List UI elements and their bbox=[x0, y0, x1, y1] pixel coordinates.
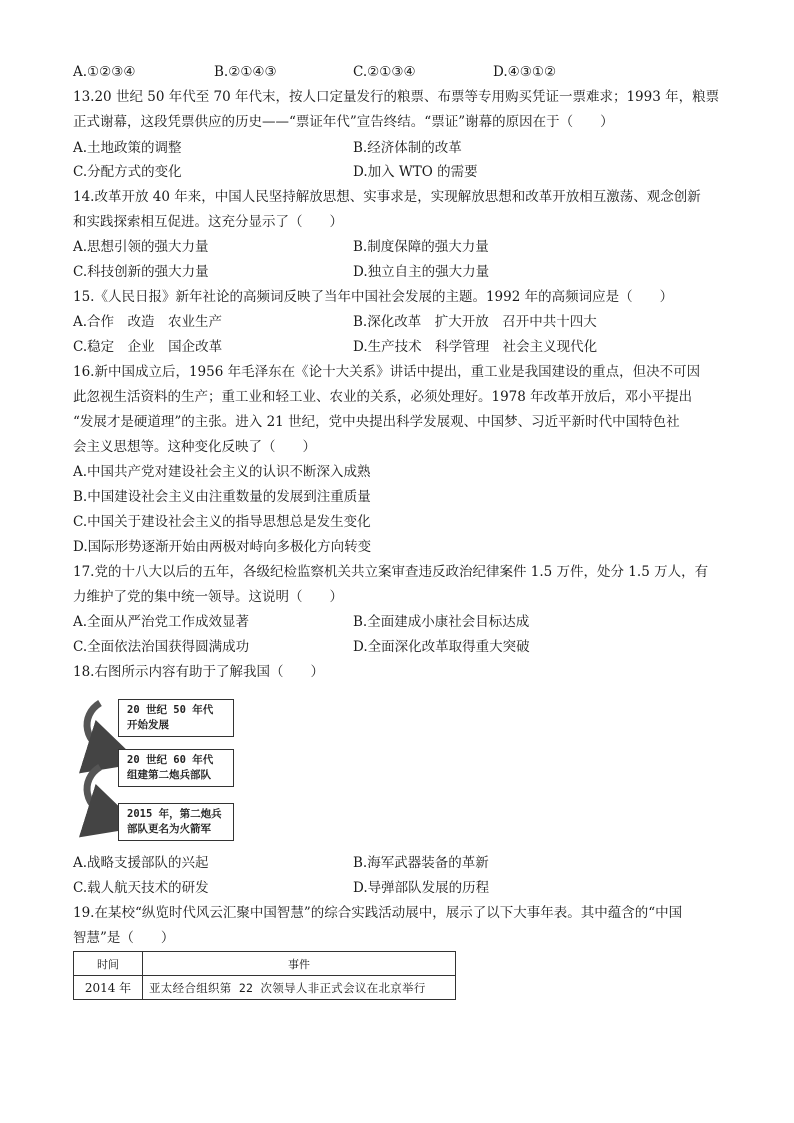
curved-arrow-1 bbox=[87, 703, 114, 755]
q15-option-d[interactable]: D.生产技术 科学管理 社会主义现代化 bbox=[353, 339, 598, 355]
table-header-time: 时间 bbox=[74, 952, 143, 976]
q14-option-b[interactable]: B.制度保障的强大力量 bbox=[353, 239, 489, 255]
q16-option-d[interactable]: D.国际形势逐渐开始由两极对峙向多极化方向转变 bbox=[73, 539, 372, 555]
q16-stem-line-2: 此忽视生活资料的生产；重工业和轻工业、农业的关系，必须处理好。1978 年改革开放后，邓小平提出 bbox=[73, 389, 693, 405]
q15-option-a[interactable]: A.合作 改造 农业生产 bbox=[73, 314, 223, 330]
q17-option-d[interactable]: D.全面深化改革取得重大突破 bbox=[353, 639, 530, 655]
q14-option-a[interactable]: A.思想引领的强大力量 bbox=[73, 239, 209, 255]
table-header-event: 事件 bbox=[143, 952, 456, 976]
curved-arrow-2 bbox=[87, 767, 114, 819]
q13-option-c[interactable]: C.分配方式的变化 bbox=[73, 164, 182, 180]
q17-stem-line-2: 力维护了党的集中统一领导。这说明（ ） bbox=[73, 589, 343, 605]
flow-diagram bbox=[78, 693, 248, 843]
diagram-box-1-line-1: 20 世纪 50 年代 bbox=[127, 704, 214, 716]
diagram-box-2-line-1: 20 世纪 60 年代 bbox=[127, 754, 214, 766]
q12-option-d[interactable]: D.④③①② bbox=[493, 64, 557, 80]
q19-stem-line-1: 19.在某校“纵览时代风云汇聚中国智慧”的综合实践活动展中，展示了以下大事年表。其中蕴含的“中国 bbox=[73, 905, 683, 921]
q16-option-b[interactable]: B.中国建设社会主义由注重数量的发展到注重质量 bbox=[73, 489, 371, 505]
q14-option-d[interactable]: D.独立自主的强大力量 bbox=[353, 264, 490, 280]
q13-option-a[interactable]: A.土地政策的调整 bbox=[73, 140, 182, 156]
q13-stem-line-1: 13.20 世纪 50 年代至 70 年代末，按人口定量发行的粮票、布票等专用购买凭证一票难求；1993 年，粮票 bbox=[73, 89, 720, 105]
q15-option-c[interactable]: C.稳定 企业 国企改革 bbox=[73, 339, 223, 355]
diagram-box-3-line-2: 部队更名为火箭军 bbox=[127, 823, 211, 835]
q16-stem-line-4: 会主义思想等。这种变化反映了（ ） bbox=[73, 439, 316, 455]
q12-option-a[interactable]: A.①②③④ bbox=[73, 64, 136, 80]
q18-option-b[interactable]: B.海军武器装备的革新 bbox=[353, 855, 489, 871]
table-cell-event: 亚太经合组织第 22 次领导人非正式会议在北京举行 bbox=[143, 976, 456, 1000]
q18-stem-line-1: 18.右图所示内容有助于了解我国（ ） bbox=[73, 664, 324, 680]
q17-option-a[interactable]: A.全面从严治党工作成效显著 bbox=[73, 614, 250, 630]
table-row bbox=[74, 976, 456, 1000]
q16-option-a[interactable]: A.中国共产党对建设社会主义的认识不断深入成熟 bbox=[73, 464, 371, 480]
q16-option-c[interactable]: C.中国关于建设社会主义的指导思想总是发生变化 bbox=[73, 514, 371, 530]
q13-option-b[interactable]: B.经济体制的改革 bbox=[353, 140, 462, 156]
diagram-box-1-line-2: 开始发展 bbox=[127, 719, 169, 731]
q17-option-b[interactable]: B.全面建成小康社会目标达成 bbox=[353, 614, 530, 630]
q19-stem-line-2: 智慧”是（ ） bbox=[73, 930, 175, 946]
q12-option-c[interactable]: C.②①③④ bbox=[353, 64, 416, 80]
q16-stem-line-1: 16.新中国成立后，1956 年毛泽东在《论十大关系》讲话中提出，重工业是我国建设的重点，但决不可因 bbox=[73, 364, 701, 380]
events-table bbox=[73, 951, 456, 1000]
q18-option-c[interactable]: C.载人航天技术的研发 bbox=[73, 880, 209, 896]
q16-stem-line-3: “发展才是硬道理”的主张。进入 21 世纪，党中央提出科学发展观、中国梦、习近平新时代中国特色社 bbox=[73, 414, 680, 430]
diagram-box-1950s bbox=[118, 699, 234, 737]
diagram-box-2015 bbox=[118, 803, 234, 841]
q15-option-b[interactable]: B.深化改革 扩大开放 召开中共十四大 bbox=[353, 314, 597, 330]
diagram-box-3-line-1: 2015 年，第二炮兵 bbox=[127, 808, 222, 820]
q18-option-d[interactable]: D.导弹部队发展的历程 bbox=[353, 880, 490, 896]
q12-option-b[interactable]: B.②①④③ bbox=[214, 64, 277, 80]
diagram-box-2-line-2: 组建第二炮兵部队 bbox=[127, 769, 211, 781]
table-cell-time: 2014 年 bbox=[74, 976, 143, 1000]
q13-option-d[interactable]: D.加入 WTO 的需要 bbox=[353, 164, 478, 180]
diagram-box-1960s bbox=[118, 749, 234, 787]
q14-stem-line-2: 和实践探索相互促进。这充分显示了（ ） bbox=[73, 214, 343, 230]
q14-stem-line-1: 14.改革开放 40 年来，中国人民坚持解放思想、实事求是，实现解放思想和改革开放相互激荡、观念创新 bbox=[73, 189, 701, 205]
q15-stem-line-1: 15.《人民日报》新年社论的高频词反映了当年中国社会发展的主题。1992 年的高频词应是（ ） bbox=[73, 289, 674, 305]
q14-option-c[interactable]: C.科技创新的强大力量 bbox=[73, 264, 209, 280]
q13-stem-line-2: 正式谢幕，这段凭票供应的历史——“票证年代”宣告终结。“票证”谢幕的原因在于（ ） bbox=[73, 114, 614, 130]
table-header-row bbox=[74, 952, 456, 976]
q17-option-c[interactable]: C.全面依法治国获得圆满成功 bbox=[73, 639, 250, 655]
q17-stem-line-1: 17.党的十八大以后的五年，各级纪检监察机关共立案审查违反政治纪律案件 1.5 万件，处分 1.5 万人，有 bbox=[73, 564, 709, 580]
q18-option-a[interactable]: A.战略支援部队的兴起 bbox=[73, 855, 209, 871]
